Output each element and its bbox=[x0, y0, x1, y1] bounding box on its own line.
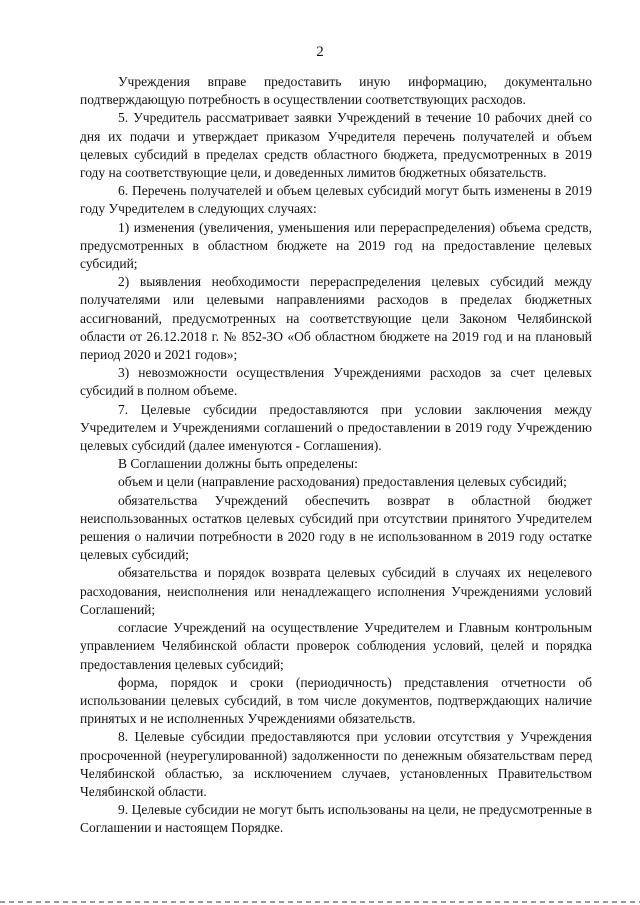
paragraph-agreement-consent: согласие Учреждений на осуществление Учредителем и Главным контрольным управлением Челябинской области проверок соблюдения условий, целей и порядка предоставления целевых субсидий; bbox=[80, 620, 592, 672]
paragraph-agreement-intro: В Соглашении должны быть определены: bbox=[118, 456, 358, 472]
paragraph-item-6: 6. Перечень получателей и объем целевых субсидий могут быть изменены в 2019 году Учредителем в следующих случаях: bbox=[80, 183, 592, 217]
paragraph-item-9: 9. Целевые субсидии не могут быть использованы на цели, не предусмотренные в Соглашении и настоящем Порядке. bbox=[80, 802, 592, 836]
paragraph-item-7: 7. Целевые субсидии предоставляются при условии заключения между Учредителем и Учреждениями соглашений о предоставлении в 2019 году Учреждению целевых субсидий (далее именуются - Соглашения). bbox=[80, 401, 592, 454]
paragraph-agreement-volume: объем и цели (направление расходования) предоставления целевых субсидий; bbox=[118, 474, 567, 490]
paragraph-agreement-reporting: форма, порядок и сроки (периодичность) представления отчетности об использовании целевых субсидий, в том числе документов, подтверждающих наличие принятых и не исполненных Учреждениями обязательств. bbox=[80, 674, 592, 727]
paragraph-continuation: Учреждения вправе предоставить иную информацию, документально подтверждающую потребность в осуществлении соответствующих расходов. bbox=[80, 74, 592, 108]
paragraph-agreement-return: обязательства Учреждений обеспечить возврат в областной бюджет неиспользованных остатков целевых субсидий при отсутствии принятого Учредителем решения о наличии потребности в 2020 году в не использованном в 2019 году остатке целевых субсидий; bbox=[80, 492, 592, 563]
page-number: 2 bbox=[316, 44, 324, 60]
paragraph-agreement-misuse: обязательства и порядок возврата целевых субсидий в случаях их нецелевого расходования, неисполнения или ненадлежащего исполнения Учреждениями условий Соглашений; bbox=[80, 565, 592, 617]
scan-bottom-edge bbox=[0, 901, 640, 903]
paragraph-subitem-3: 3) невозможности осуществления Учреждениями расходов за счет целевых субсидий в полном объеме. bbox=[80, 365, 592, 399]
document-body bbox=[80, 73, 592, 838]
paragraph-item-8: 8. Целевые субсидии предоставляются при условии отсутствия у Учреждения просроченной (неурегулированной) задолженности по денежным обязательствам перед Челябинской областью, за исключением случаев, установленных Правительством Челябинской области. bbox=[80, 729, 592, 799]
paragraph-subitem-2: 2) выявления необходимости перераспределения целевых субсидий между получателями или целевыми направлениями расходов в пределах бюджетных ассигнований, предусмотренных на соответствующие цели Законом Челябинской области от 26.12.2018 г. № 852-ЗО «Об областном бюджете на 2019 год и на плановый период 2020 и 2021 годов»; bbox=[80, 274, 592, 363]
paragraph-subitem-1: 1) изменения (увеличения, уменьшения или перераспределения) объема средств, предусмотренных в областном бюджете на 2019 год на предоставление целевых субсидий; bbox=[80, 219, 592, 272]
paragraph-item-5: 5. Учредитель рассматривает заявки Учреждений в течение 10 рабочих дней со дня их подачи и утверждает приказом Учредителя перечень получателей и объем целевых субсидий в пределах средств областного бюджета, предусмотренных в 2019 году на соответствующие цели, и доведенных лимитов бюджетных обязательств. bbox=[80, 110, 592, 181]
